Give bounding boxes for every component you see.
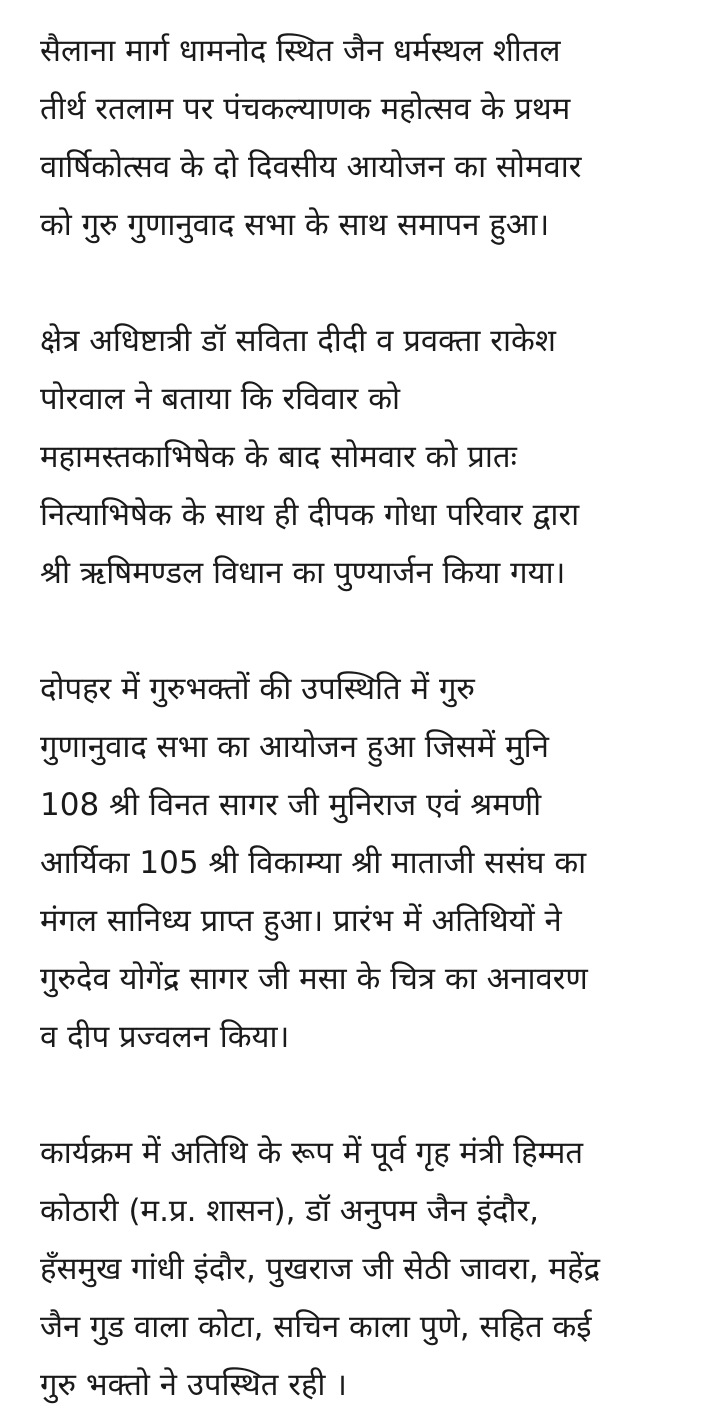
text-line: जैन गुड वाला कोटा, सचिन काला पुणे, सहित कई bbox=[40, 1309, 592, 1345]
text-line: पोरवाल ने बताया कि रविवार को bbox=[40, 381, 401, 417]
text-line: महामस्तकाभिषेक के बाद सोमवार को प्रातः bbox=[40, 439, 517, 475]
text-line: हँसमुख गांधी इंदौर, पुखराज जी सेठी जावरा, महेंद्र bbox=[40, 1251, 601, 1287]
text-line: वार्षिकोत्सव के दो दिवसीय आयोजन का सोमवार bbox=[40, 149, 582, 185]
text-line: तीर्थ रतलाम पर पंचकल्याणक महोत्सव के प्रथम bbox=[40, 91, 571, 127]
text-line: गुणानुवाद सभा का आयोजन हुआ जिसमें मुनि bbox=[40, 729, 549, 765]
text-line: 108 श्री विनत सागर जी मुनिराज एवं श्रमणी bbox=[40, 787, 542, 823]
text-line: कोठारी (म.प्र. शासन), डॉ अनुपम जैन इंदौर, bbox=[40, 1193, 540, 1229]
text-line: कार्यक्रम में अतिथि के रूप में पूर्व गृह मंत्री हिम्मत bbox=[40, 1135, 584, 1171]
text-line: मंगल सानिध्य प्राप्त हुआ। प्रारंभ में अतिथियों ने bbox=[40, 903, 562, 939]
text-line: को गुरु गुणानुवाद सभा के साथ समापन हुआ। bbox=[40, 207, 550, 243]
text-line: दोपहर में गुरुभक्तों की उपस्थिति में गुरु bbox=[40, 671, 475, 707]
text-line: श्री ऋषिमण्डल विधान का पुण्यार्जन किया गया। bbox=[40, 555, 566, 591]
paragraph-1 bbox=[40, 22, 680, 254]
text-line: व दीप प्रज्वलन किया। bbox=[40, 1019, 290, 1055]
text-line: आर्यिका 105 श्री विकाम्या श्री माताजी ससंघ का bbox=[40, 845, 587, 881]
paragraph-2 bbox=[40, 312, 680, 602]
text-line: गुरुदेव योगेंद्र सागर जी मसा के चित्र का अनावरण bbox=[40, 961, 588, 997]
text-line: सैलाना मार्ग धामनोद स्थित जैन धर्मस्थल शीतल bbox=[40, 33, 561, 69]
paragraph-4 bbox=[40, 1124, 680, 1414]
text-line: क्षेत्र अधिष्टात्री डॉ सविता दीदी व प्रवक्ता राकेश bbox=[40, 323, 556, 359]
paragraph-3 bbox=[40, 660, 680, 1066]
text-line: नित्याभिषेक के साथ ही दीपक गोधा परिवार द्वारा bbox=[40, 497, 580, 533]
text-line: गुरु भक्तो ने उपस्थित रही । bbox=[40, 1367, 348, 1403]
